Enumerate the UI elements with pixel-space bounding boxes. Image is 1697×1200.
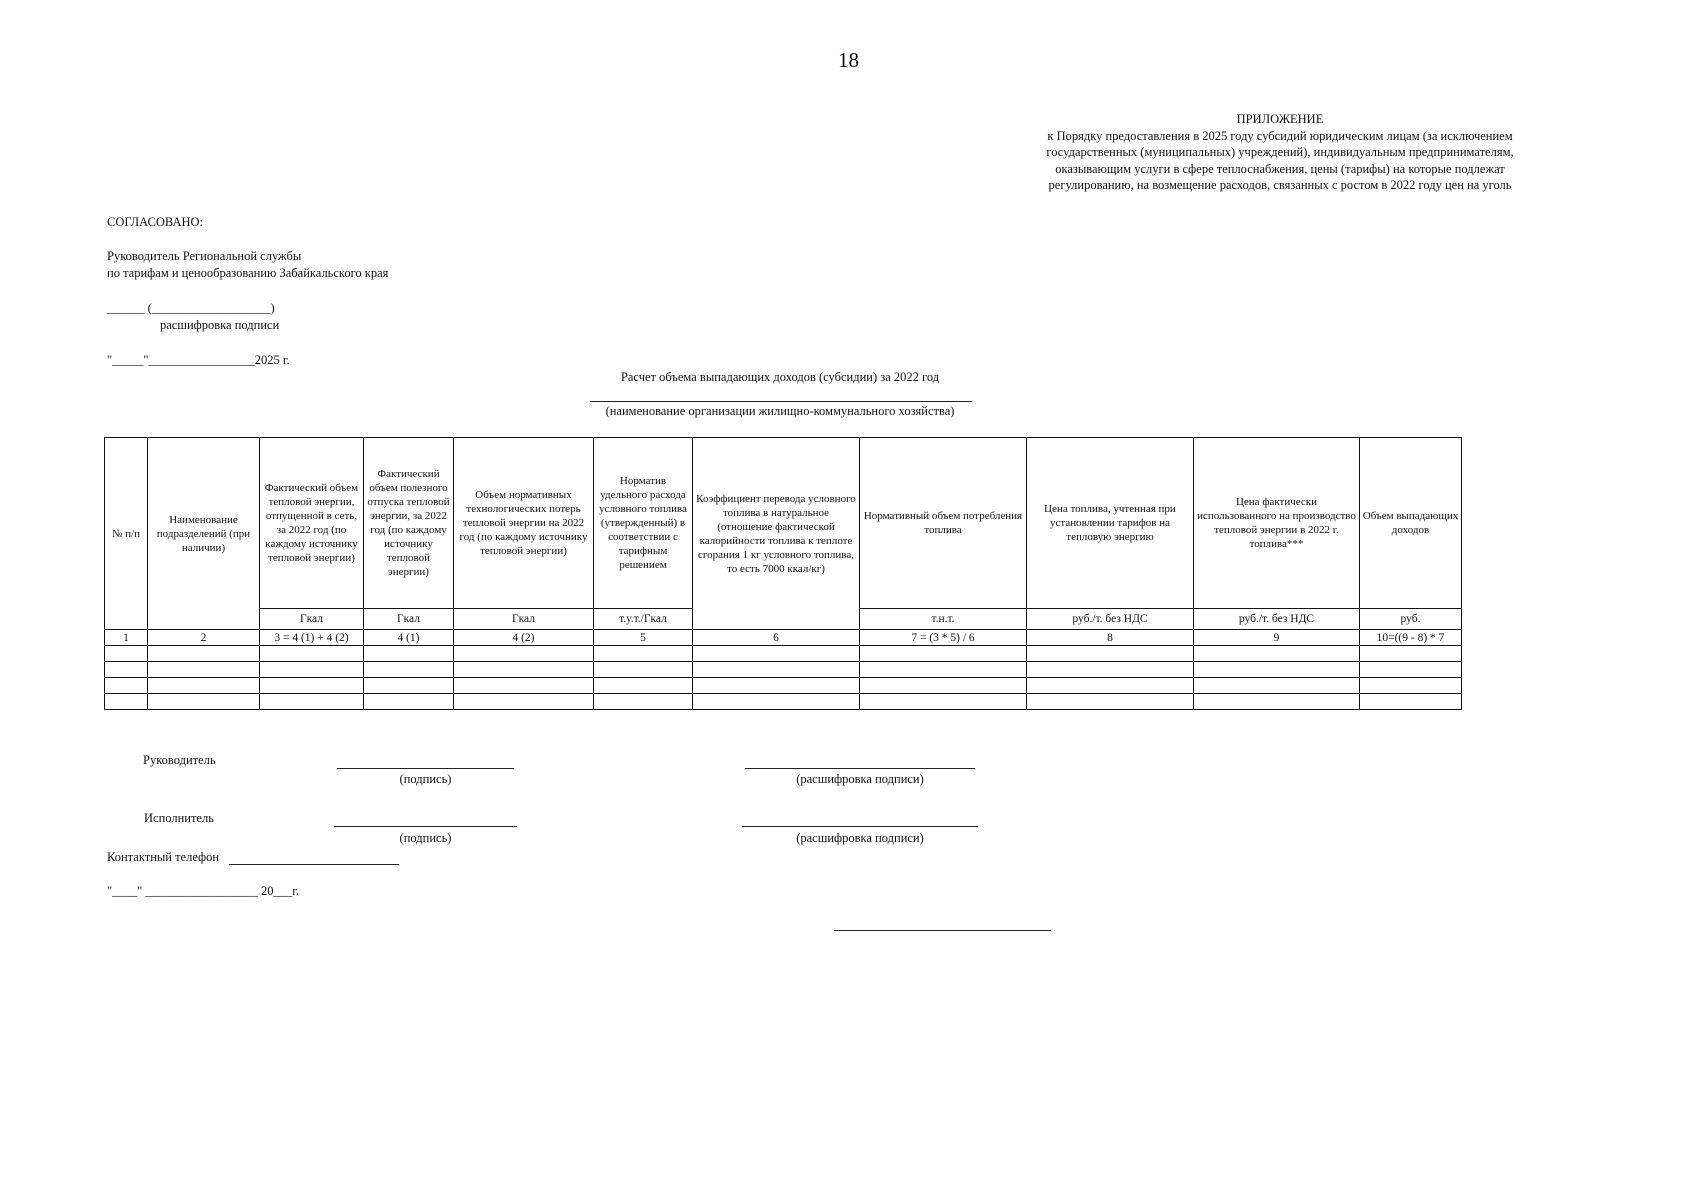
number-cell: 3 = 4 (1) + 4 (2) — [260, 630, 364, 646]
approval-date-line: "_____"_________________2025 г. — [107, 353, 290, 367]
number-cell: 7 = (3 * 5) / 6 — [860, 630, 1027, 646]
executor-decode-line — [742, 826, 978, 827]
table-row — [105, 646, 1462, 662]
number-cell: 2 — [148, 630, 260, 646]
approval-position-line1: Руководитель Региональной службы — [107, 249, 302, 263]
calculation-table — [104, 437, 1462, 710]
unit-cell: Гкал — [260, 609, 364, 630]
table-number-row — [105, 630, 1462, 646]
head-decode-line — [745, 768, 975, 769]
header-cell: Цена фактически использованного на производство тепловой энергии в 2022 г. топлива*** — [1194, 438, 1360, 609]
executor-signature-line — [334, 826, 517, 827]
head-decode-caption: (расшифровка подписи) — [796, 772, 924, 786]
header-cell: Объем выпадающих доходов — [1360, 438, 1462, 609]
head-label: Руководитель — [143, 753, 216, 767]
number-cell: 9 — [1194, 630, 1360, 646]
header-cell: Норматив удельного расхода условного топлива (утвержденный) в соответствии с тарифным решением — [594, 438, 693, 609]
number-cell: 4 (1) — [364, 630, 454, 646]
appendix-line: оказывающим услуги в сфере теплоснабжения, цены (тарифы) на которые подлежат — [1055, 161, 1505, 176]
org-name-line — [590, 401, 972, 402]
unit-cell: руб./т. без НДС — [1027, 609, 1194, 630]
number-cell: 8 — [1027, 630, 1194, 646]
appendix-title: ПРИЛОЖЕНИЕ — [1236, 112, 1324, 126]
table-row — [105, 678, 1462, 694]
table-header-row — [105, 438, 1462, 609]
bottom-line — [834, 930, 1051, 931]
number-cell: 10=((9 - 8) * 7 — [1360, 630, 1462, 646]
page-number: 18 — [838, 48, 859, 72]
number-cell: 6 — [693, 630, 860, 646]
unit-cell: Гкал — [454, 609, 594, 630]
number-cell: 4 (2) — [454, 630, 594, 646]
unit-cell: т.н.т. — [860, 609, 1027, 630]
approval-signature-line: ______ (___________________) — [107, 301, 275, 315]
form-title: Расчет объема выпадающих доходов (субсидии) за 2022 год — [620, 370, 940, 384]
executor-label: Исполнитель — [144, 811, 214, 825]
appendix-line: государственных (муниципальных) учреждений), индивидуальным предпринимателям, — [1046, 145, 1514, 159]
head-sign-caption: (подпись) — [399, 772, 452, 786]
approval-position-line2: по тарифам и ценообразованию Забайкальского края — [107, 266, 389, 280]
header-cell: Объем нормативных технологических потерь тепловой энергии на 2022 год (по каждому источнику тепловой энергии) — [454, 438, 594, 609]
org-name-caption: (наименование организации жилищно-коммунального хозяйства) — [605, 404, 955, 418]
header-cell: Нормативный объем потребления топлива — [860, 438, 1027, 609]
head-signature-line — [337, 768, 514, 769]
number-cell: 1 — [105, 630, 148, 646]
header-cell: Наименование подразделений (при наличии) — [148, 438, 260, 630]
header-cell: Фактический объем полезного отпуска тепловой энергии, за 2022 год (по каждому источнику тепловой энергии) — [364, 438, 454, 609]
table-row — [105, 694, 1462, 710]
header-cell: Цена топлива, учтенная при установлении тарифов на тепловую энергию — [1027, 438, 1194, 609]
unit-cell: руб./т. без НДС — [1194, 609, 1360, 630]
appendix-line: регулированию, на возмещение расходов, связанных с ростом в 2022 году цен на уголь — [1048, 178, 1512, 192]
executor-sign-caption: (подпись) — [399, 831, 452, 845]
header-cell: Фактический объем тепловой энергии, отпущенной в сеть, за 2022 год (по каждому источнику тепловой энергии) — [260, 438, 364, 609]
approval-signature-caption: расшифровка подписи — [160, 318, 280, 332]
header-cell: Коэффициент перевода условного топлива в натуральное (отношение фактической калорийности топлива к теплоте сгорания 1 кг условного топлива, то есть 7000 ккал/кг) — [693, 438, 860, 630]
phone-line — [229, 864, 399, 865]
appendix-block — [1030, 111, 1530, 194]
signature-date-line: "____" __________________ 20___г. — [107, 884, 300, 898]
number-cell: 5 — [594, 630, 693, 646]
appendix-line: к Порядку предоставления в 2025 году субсидий юридическим лицам (за исключением — [1047, 128, 1513, 143]
unit-cell: руб. — [1360, 609, 1462, 630]
unit-cell: т.у.т./Гкал — [594, 609, 693, 630]
phone-label: Контактный телефон — [107, 850, 220, 864]
table-row — [105, 662, 1462, 678]
unit-cell: Гкал — [364, 609, 454, 630]
header-cell: № п/п — [105, 438, 148, 630]
executor-decode-caption: (расшифровка подписи) — [796, 831, 924, 845]
approval-label: СОГЛАСОВАНО: — [107, 215, 204, 229]
